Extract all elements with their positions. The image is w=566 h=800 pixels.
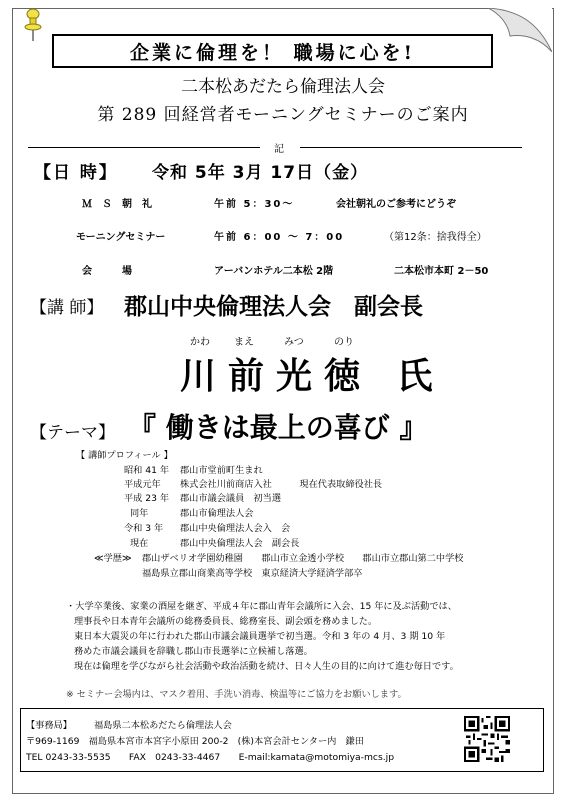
- office-contact: TEL 0243-33-5535 FAX 0243-33-4467 E-mail:kamata@motomiya-mcs.jp: [26, 752, 395, 763]
- schedule-time: 午前 5：30～: [214, 199, 295, 210]
- bio-line: ・大学卒業後、家業の酒屋を継ぎ、平成４年に郡山青年会議所に入会、15 年に及ぶ活動では、: [66, 601, 457, 612]
- schedule-time: アーバンホテル二本松 2階: [214, 266, 334, 277]
- theme-text: 『 働きは最上の喜び 』: [128, 411, 428, 444]
- office-address: 〒969-1169 福島県本宮市本宮字小原田 200-2 (株)本宮会計センター内 鎌田: [26, 736, 364, 747]
- bio-line: 理事長や日本青年会議所の総務委員長、総務室長、副会頭を務めました。: [74, 616, 378, 627]
- schedule-note: 会社朝礼のご参考にどうぞ: [336, 199, 456, 210]
- profile-text: 株式会社川前商店入社 現在代表取締役社長: [180, 479, 383, 490]
- speaker-affiliation: 郡山中央倫理法人会 副会長: [124, 294, 423, 320]
- organization-name: 二本松あだたら倫理法人会: [181, 77, 385, 97]
- speaker-ruby: かわ: [190, 337, 210, 348]
- profile-text: 郡山市堂前町生まれ: [180, 465, 263, 476]
- speaker-ruby: まえ: [234, 337, 254, 348]
- theme-label: 【テーマ】: [30, 423, 115, 443]
- profile-date: 現在: [130, 538, 149, 549]
- profile-date: 令和 3 年: [124, 523, 164, 534]
- bio-line: 務めた市議会議員を辞職し郡山市長選挙に立候補し落選。: [74, 646, 313, 657]
- profile-date: 平成 23 年: [124, 493, 170, 504]
- profile-text: 郡山中央倫理法人会入 会: [180, 523, 291, 534]
- profile-text: 郡山市議会議員 初当選: [180, 493, 282, 504]
- education-line: 福島県立郡山商業高等学校 東京経済大学経済学部卒: [142, 568, 363, 579]
- profile-date: 同年: [130, 508, 149, 519]
- speaker-ruby: のり: [334, 337, 354, 348]
- profile-text: 郡山中央倫理法人会 副会長: [180, 538, 300, 549]
- speaker-label: 【講 師】: [30, 298, 104, 318]
- speaker-name: 川前光徳 氏: [180, 356, 445, 397]
- speaker-ruby: みつ: [284, 337, 304, 348]
- education-line: 郡山ザベリオ学園幼稚園 郡山市立金透小学校 郡山市立郡山第二中学校: [142, 553, 464, 564]
- slogan-banner: 企業に倫理を！ 職場に心を!: [52, 34, 493, 68]
- schedule-label: 会 場: [82, 266, 132, 277]
- schedule-label: ＭＳ朝礼: [82, 199, 162, 210]
- profile-date: 昭和 41 年: [124, 465, 170, 476]
- datetime-value: 令和 5年 3月 17日（金）: [152, 163, 369, 183]
- notice-text: ※ セミナー会場内は、マスク着用、手洗い消毒、検温等にご協力をお願いします。: [66, 689, 407, 700]
- page-curl-icon: [488, 8, 552, 52]
- schedule-time: 午前 6：00 ～ 7：00: [214, 232, 345, 243]
- divider-right: [300, 147, 522, 148]
- schedule-label: モーニングセミナー: [76, 232, 166, 243]
- office-name: 福島県二本松あだたら倫理法人会: [94, 720, 232, 731]
- profile-text: 郡山市倫理法人会: [180, 508, 254, 519]
- schedule-note: 二本松市本町 2－50: [394, 266, 489, 277]
- profile-heading: 【 講師プロフィール 】: [76, 450, 173, 461]
- ki-mark: 記: [274, 144, 284, 155]
- bio-line: 現在は倫理を学びながら社会活動や政治活動を続け、日々人生の目的に向けて進む毎日です。: [74, 661, 459, 672]
- page-title: 第 289 回経営者モーニングセミナーのご案内: [97, 105, 469, 125]
- divider-left: [28, 147, 260, 148]
- schedule-note: （第12条：捨我得全）: [384, 232, 487, 243]
- qr-code-icon[interactable]: [464, 716, 510, 762]
- datetime-label: 【日 時】: [34, 163, 118, 183]
- pushpin-icon: [24, 8, 42, 42]
- bio-line: 東日本大震災の年に行われた郡山市議会議員選挙で初当選。令和 3 年の 4 月、3 期 10 年: [74, 631, 446, 642]
- education-label: ≪学歴≫: [94, 553, 132, 564]
- profile-date: 平成元年: [124, 479, 161, 490]
- office-label: 【事務局】: [26, 720, 72, 731]
- flyer-sheet: [12, 8, 554, 794]
